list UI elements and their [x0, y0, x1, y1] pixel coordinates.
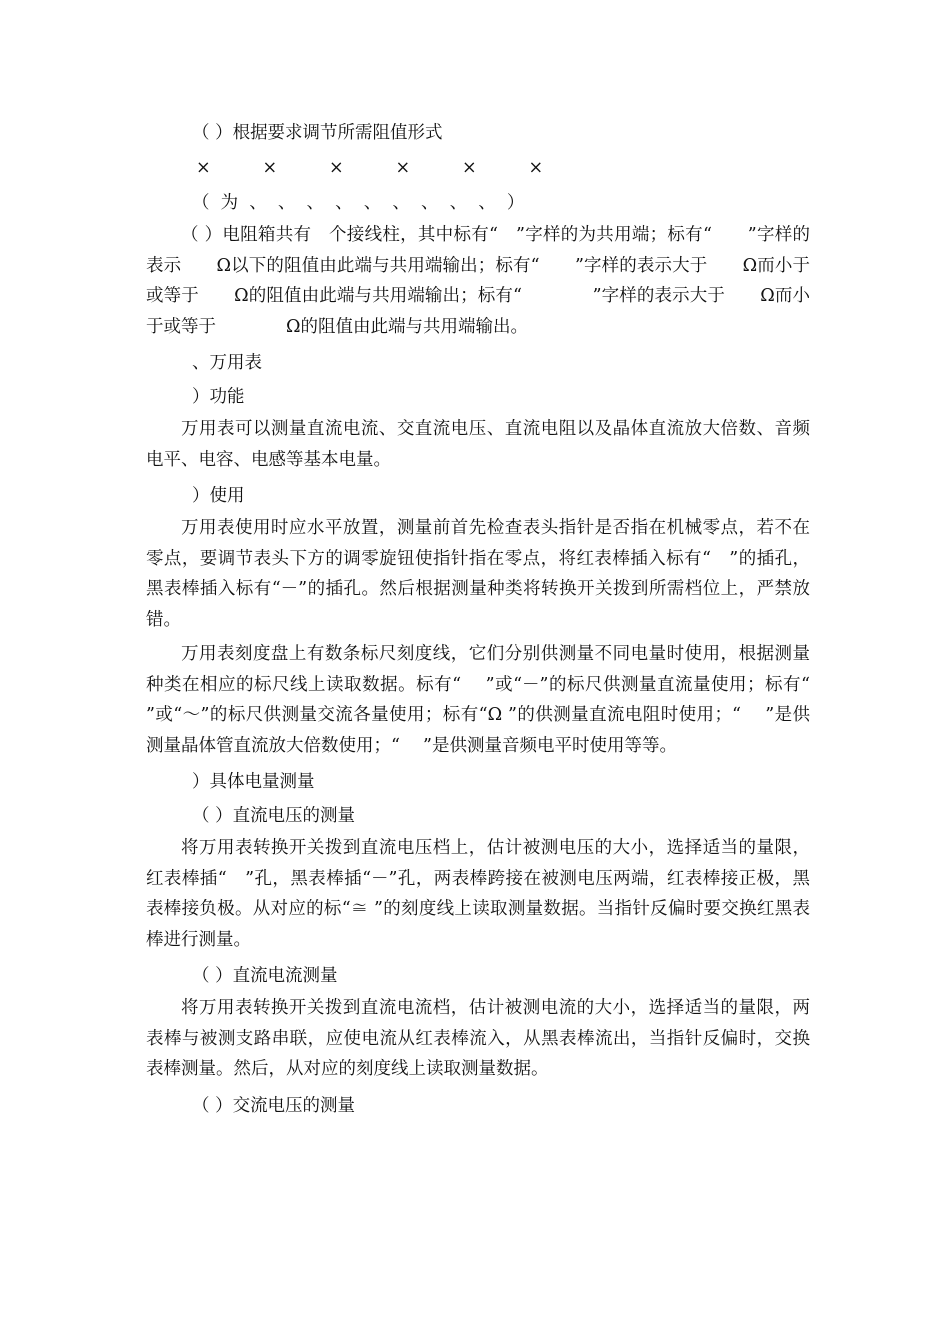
paragraph-dc-voltage: 将万用表转换开关拨到直流电压档上，估计被测电压的大小，选择适当的量限，红表棒插“ ”孔，黑表棒插“－”孔，两表棒跨接在被测电压两端，红表棒接正极，黑表棒接负极。从对应的标“≅ ”的刻度线上读取测量数据。当指针反偏时要交换红黑表棒进行测量。 [146, 838, 810, 950]
subheading-function: ）功能 [192, 387, 245, 407]
document-body [146, 116, 834, 1123]
subheading-ac-voltage: （ ）交流电压的测量 [192, 1095, 356, 1116]
step-heading-resistance-form: （ ）根据要求调节所需阻值形式 [192, 123, 443, 143]
paragraph-usage: 万用表使用时应水平放置，测量前首先检查表头指针是否指在机械零点，若不在零点，要调节表头下方的调零旋钮使指针指在零点，将红表棒插入标有“ ”的插孔，黑表棒插入标有“－”的插孔。然后根据测量种类将转换开关拨到所需档位上，严禁放错。 [146, 518, 810, 630]
paragraph-function: 万用表可以测量直流电流、交直流电压、直流电阻以及晶体直流放大倍数、音频电平、电容、电感等基本电量。 [146, 419, 810, 470]
paragraph-scale: 万用表刻度盘上有数条标尺刻度线，它们分别供测量不同电量时使用，根据测量种类在相应的标尺线上读取数据。标有“ ”或“－”的标尺供测量直流量使用；标有“ ”或“～”的标尺供测量交流各量使用；标有“Ω ”的供测量直流电阻时使用；“ ”是供测量晶体管直流放大倍数使用；“ ”是供测量音频电平时使用等等。 [146, 644, 834, 756]
multiplier-cross: × [196, 158, 211, 178]
multiplier-row [146, 150, 810, 186]
subheading-measurement: ）具体电量测量 [192, 772, 315, 792]
multiplier-cross: × [528, 158, 544, 178]
subheading-dc-voltage: （ ）直流电压的测量 [192, 806, 356, 826]
blank-values-line: （ 为 、 、 、 、 、 、 、 、 、 ） [192, 193, 525, 213]
section-heading-multimeter: 、万用表 [192, 353, 262, 373]
paragraph-dc-current: 将万用表转换开关拨到直流电流档，估计被测电流的大小，选择适当的量限，两表棒与被测支路串联，应使电流从红表棒流入，从黑表棒流出，当指针反偏时，交换表棒测量。然后，从对应的刻度线上读取测量数据。 [146, 998, 810, 1079]
paragraph-resistance-box: （ ）电阻箱共有 个接线柱，其中标有“ ”字样的为共用端；标有“ ”字样的表示 Ω以下的阻值由此端与共用端输出；标有“ ”字样的表示大于 Ω而小于或等于 Ω的阻值由此端与共用端输出；标有“ ”字样的表示大于 Ω而小于或等于 Ω的阻值由此端与共用端输出。 [146, 225, 810, 337]
subheading-dc-current: （ ）直流电流测量 [192, 966, 338, 986]
subheading-usage: ）使用 [192, 486, 245, 506]
multiplier-cross: × [395, 158, 411, 178]
multiplier-cross: × [462, 158, 477, 178]
multiplier-cross: × [262, 158, 278, 178]
multiplier-cross: × [329, 158, 344, 178]
